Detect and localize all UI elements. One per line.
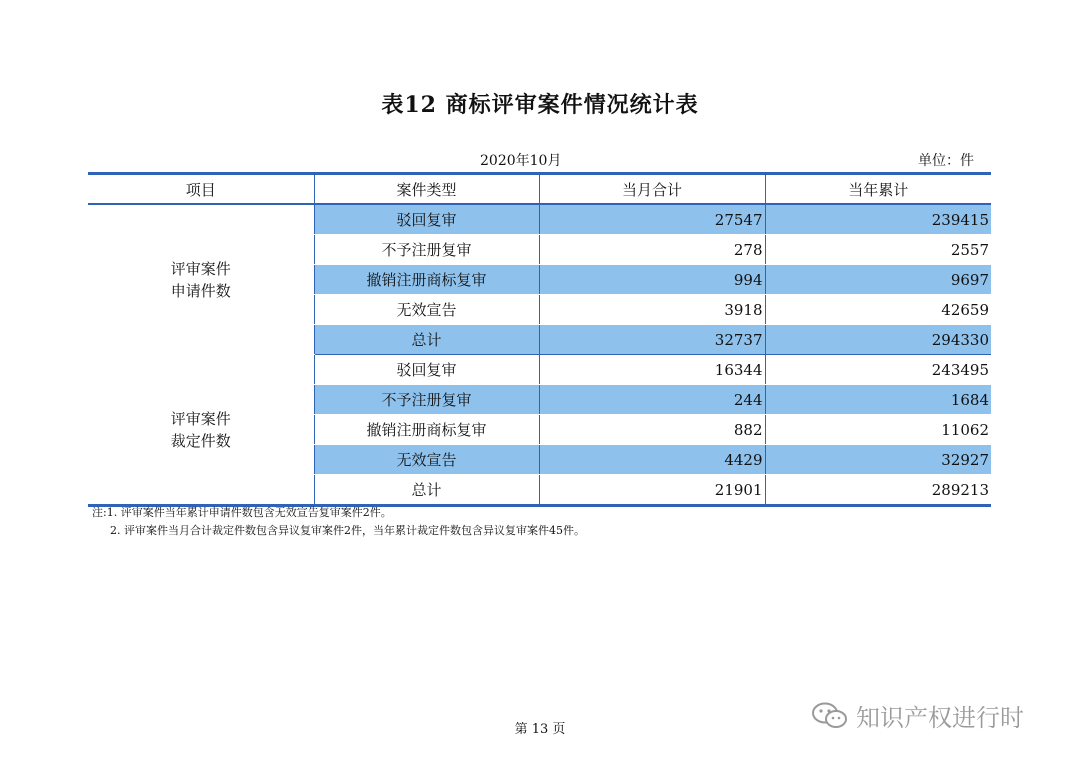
report-period: 2020年10月	[480, 153, 562, 169]
year-total-cell: 243495	[765, 355, 991, 385]
year-total-cell: 32927	[765, 445, 991, 475]
month-total-cell: 3918	[539, 295, 765, 325]
year-total-cell: 11062	[765, 415, 991, 445]
column-header-year: 当年累计	[765, 174, 991, 205]
year-total-cell: 289213	[765, 475, 991, 506]
year-total-cell: 9697	[765, 265, 991, 295]
column-header-month: 当月合计	[539, 174, 765, 205]
statistics-table	[88, 172, 991, 507]
year-total-cell: 2557	[765, 235, 991, 265]
unit-label: 单位：件	[918, 153, 974, 169]
wechat-icon	[810, 701, 850, 731]
group-label-line: 评审案件	[170, 409, 231, 428]
watermark-text: 知识产权进行时	[856, 704, 1024, 732]
case-type-cell: 总计	[314, 325, 539, 355]
case-type-cell: 不予注册复审	[314, 235, 539, 265]
case-type-cell: 无效宣告	[314, 295, 539, 325]
table-title: 表12 商标评审案件情况统计表	[381, 92, 699, 118]
case-type-cell: 撤销注册商标复审	[314, 415, 539, 445]
footnote-1: 注:1. 评审案件当年累计申请件数包含无效宣告复审案件2件。	[92, 506, 392, 519]
case-type-cell: 无效宣告	[314, 445, 539, 475]
watermark	[810, 698, 1024, 733]
group-label-line: 裁定件数	[170, 431, 231, 450]
month-total-cell: 21901	[539, 475, 765, 506]
case-type-cell: 总计	[314, 475, 539, 506]
case-type-cell: 驳回复审	[314, 204, 539, 235]
group-label-rulings	[88, 355, 314, 506]
month-total-cell: 27547	[539, 204, 765, 235]
page-number: 第 13 页	[514, 722, 566, 737]
year-total-cell: 42659	[765, 295, 991, 325]
year-total-cell: 239415	[765, 204, 991, 235]
month-total-cell: 32737	[539, 325, 765, 355]
month-total-cell: 882	[539, 415, 765, 445]
group-label-applications	[88, 204, 314, 355]
case-type-cell: 撤销注册商标复审	[314, 265, 539, 295]
group-label-line: 申请件数	[170, 281, 231, 300]
year-total-cell: 294330	[765, 325, 991, 355]
table-header-row	[88, 174, 991, 205]
column-header-type: 案件类型	[314, 174, 539, 205]
table-row	[88, 355, 991, 385]
month-total-cell: 244	[539, 385, 765, 415]
year-total-cell: 1684	[765, 385, 991, 415]
footnote-2: 2. 评审案件当月合计裁定件数包含异议复审案件2件，当年累计裁定件数包含异议复审案件45件。	[110, 524, 585, 537]
month-total-cell: 4429	[539, 445, 765, 475]
case-type-cell: 不予注册复审	[314, 385, 539, 415]
group-label-line: 评审案件	[170, 259, 231, 278]
month-total-cell: 278	[539, 235, 765, 265]
month-total-cell: 994	[539, 265, 765, 295]
month-total-cell: 16344	[539, 355, 765, 385]
table-row	[88, 204, 991, 235]
case-type-cell: 驳回复审	[314, 355, 539, 385]
column-header-item: 项目	[88, 174, 314, 205]
